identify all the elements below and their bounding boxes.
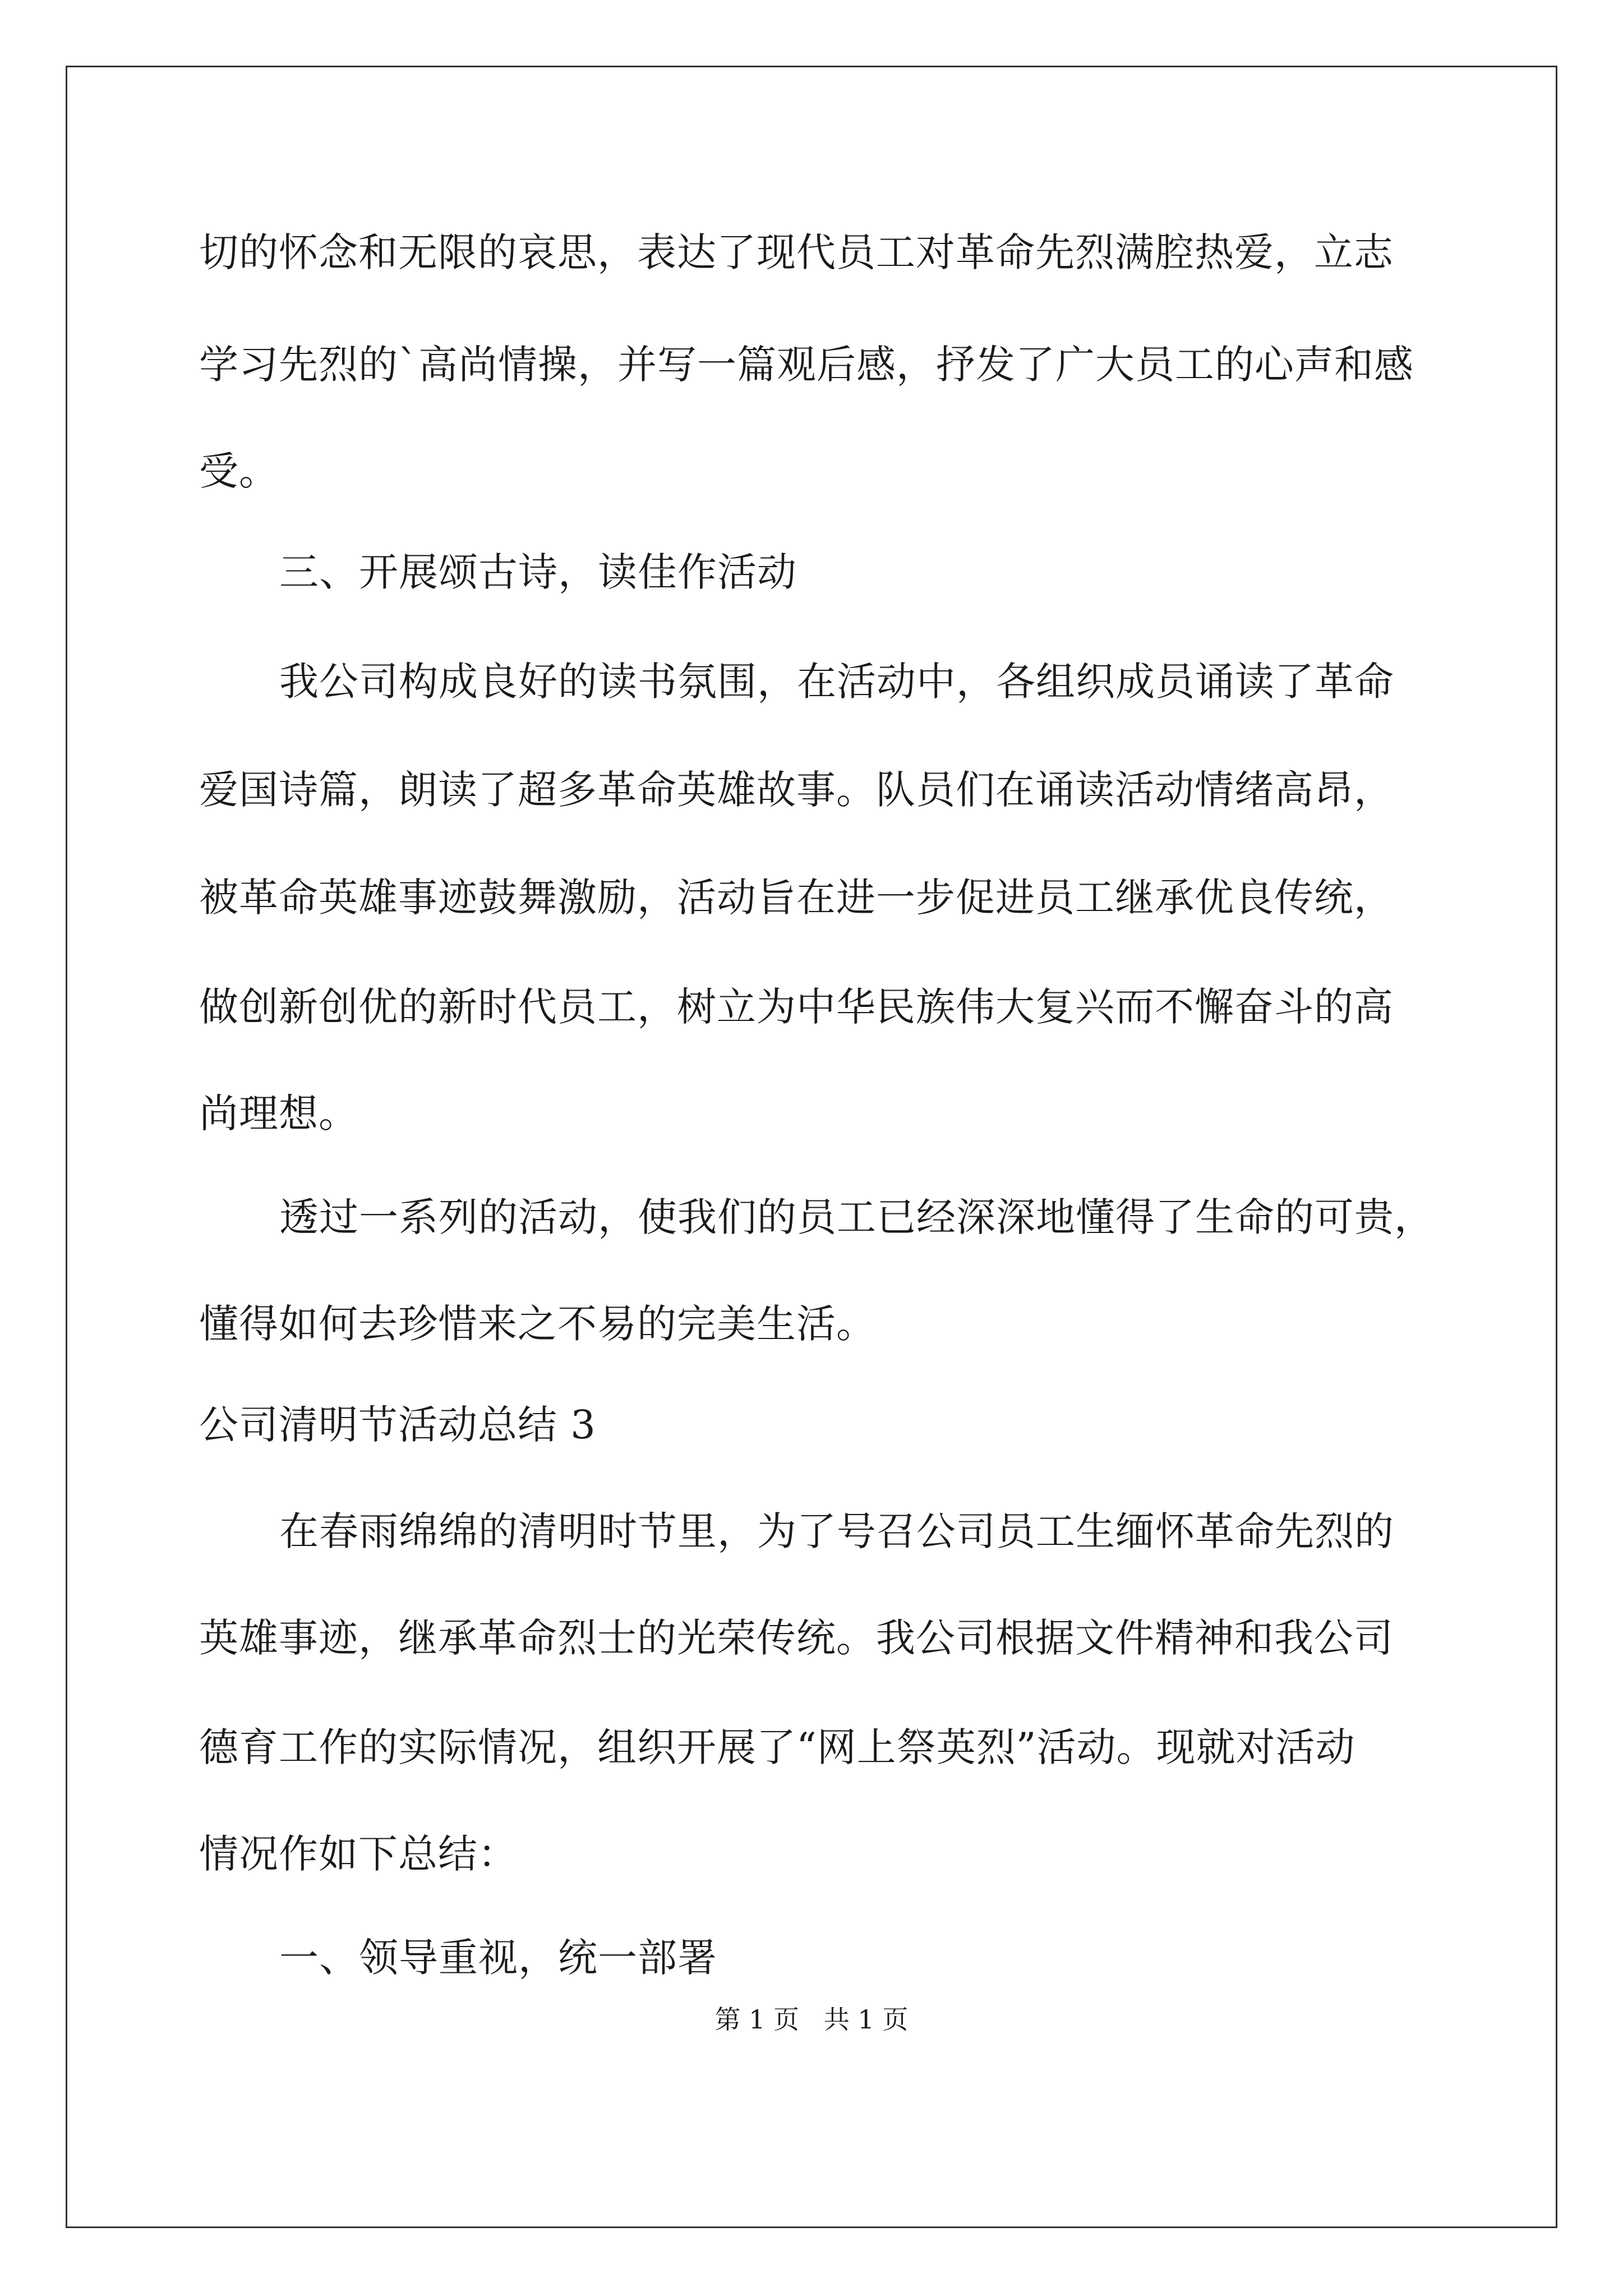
body-text-line: 透过一系列的活动，使我们的员工已经深深地懂得了生命的可贵， xyxy=(279,1194,1434,1240)
body-text-line: 做创新创优的新时代员工，树立为中华民族伟大复兴而不懈奋斗的高 xyxy=(199,984,1394,1030)
body-text-line: 学习先烈的`高尚情操，并写一篇观后感，抒发了广大员工的心声和感 xyxy=(199,342,1414,388)
section-heading: 一、领导重视，统一部署 xyxy=(279,1935,717,1981)
body-text-line: 在春雨绵绵的清明时节里，为了号召公司员工生缅怀革命先烈的 xyxy=(279,1508,1394,1554)
body-text-line: 切的怀念和无限的哀思，表达了现代员工对革命先烈满腔热爱，立志 xyxy=(199,229,1394,275)
section-heading: 三、开展颂古诗，读佳作活动 xyxy=(279,549,797,595)
body-text-line: 懂得如何去珍惜来之不易的完美生活。 xyxy=(199,1301,876,1347)
body-text-line: 爱国诗篇，朗读了超多革命英雄故事。队员们在诵读活动情绪高昂， xyxy=(199,767,1394,813)
body-text-line: 英雄事迹，继承革命烈士的光荣传统。我公司根据文件精神和我公司 xyxy=(199,1615,1394,1661)
body-text-line: 尚理想。 xyxy=(199,1091,358,1137)
page-frame xyxy=(66,66,1557,2228)
body-text-line: 德育工作的实际情况，组织开展了“网上祭英烈”活动。现就对活动 xyxy=(199,1724,1355,1770)
body-text-line: 我公司构成良好的读书氛围，在活动中，各组织成员诵读了革命 xyxy=(279,659,1394,705)
body-text-line: 情况作如下总结： xyxy=(199,1831,518,1877)
body-text-line: 受。 xyxy=(199,448,279,494)
article-title: 公司清明节活动总结 3 xyxy=(199,1402,596,1448)
body-text-line: 被革命英雄事迹鼓舞激励，活动旨在进一步促进员工继承优良传统， xyxy=(199,875,1394,921)
page-number-footer: 第 1 页 共 1 页 xyxy=(714,2004,909,2035)
